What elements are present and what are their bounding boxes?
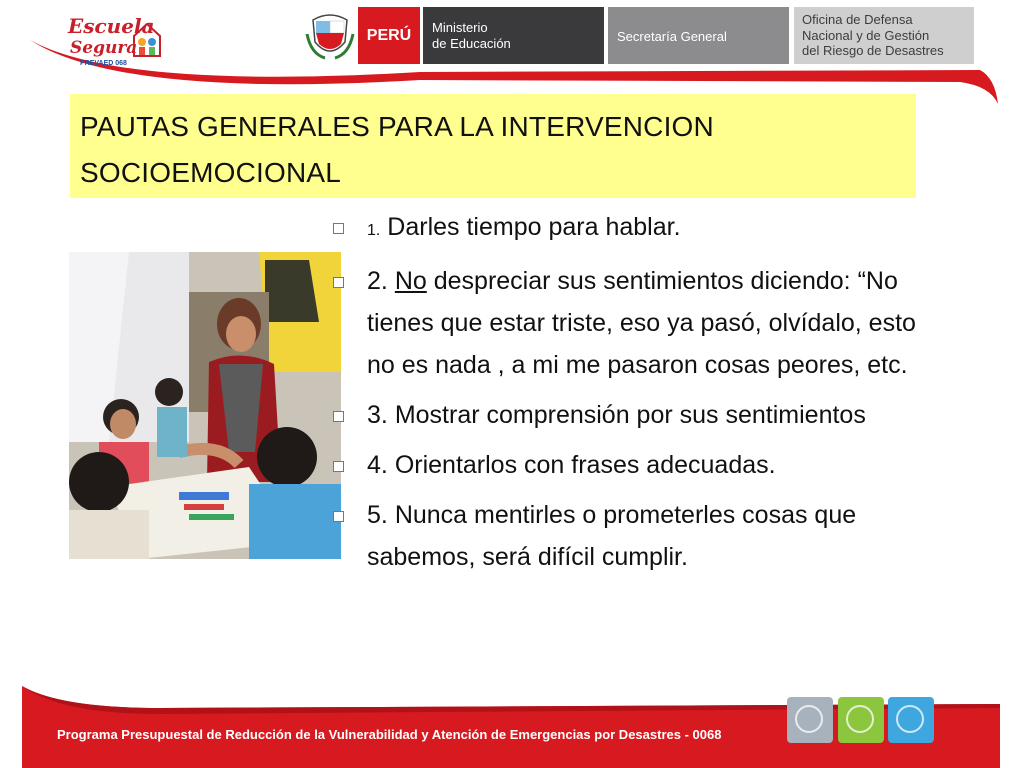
list-item	[330, 260, 950, 386]
ministerio-line1: Ministerio	[432, 20, 488, 35]
bullet-number: 5.	[367, 501, 388, 529]
oficina-line1: Oficina de Defensa	[802, 12, 913, 27]
ministerio-line2: de Educación	[432, 36, 511, 51]
slide-title	[70, 94, 916, 198]
bullet-square-icon	[333, 511, 344, 522]
bullet-text: Darles tiempo para hablar.	[387, 213, 681, 241]
bullet-underlined-word: No	[394, 267, 427, 295]
bullet-square-icon	[333, 461, 344, 472]
oficina-block	[794, 7, 974, 64]
list-item	[330, 394, 950, 436]
kids-house-icon	[130, 20, 164, 58]
secretaria-block	[608, 7, 789, 64]
bullet-number: 1.	[367, 222, 381, 239]
title-line1: PAUTAS GENERALES PARA LA INTERVENCION	[80, 111, 714, 142]
escuela-segura-logo	[60, 8, 170, 70]
bullet-list	[330, 206, 950, 586]
ministerio-block	[423, 7, 604, 64]
warning-triangle-icon	[787, 697, 833, 743]
bullet-text: Mostrar comprensión por sus sentimientos	[394, 401, 866, 429]
oficina-line3: del Riesgo de Desastres	[802, 43, 944, 58]
peru-label: PERÚ	[358, 7, 420, 64]
list-item	[330, 206, 950, 252]
logo-line3: PREVAED 068	[80, 60, 127, 67]
bullet-square-icon	[333, 223, 344, 234]
logo-line1: Escuela	[68, 14, 155, 38]
list-item	[330, 444, 950, 486]
logo-line2: Segura	[70, 38, 138, 58]
oficina-line2: Nacional y de Gestión	[802, 27, 930, 43]
list-item	[330, 494, 950, 578]
bullet-square-icon	[333, 277, 344, 288]
bullet-number: 2.	[367, 267, 388, 295]
bullet-text: Orientarlos con frases adecuadas.	[394, 451, 776, 479]
green-emblem-icon	[838, 697, 884, 743]
bullet-text: despreciar sus sentimientos diciendo: “No tienes que estar triste, eso ya pasó, olvídalo, esto no es nada , a mi me pasaron cosas peores, etc.	[367, 267, 916, 379]
bullet-square-icon	[333, 411, 344, 422]
bullet-text: Nunca mentirles o prometerles cosas que sabemos, será difícil cumplir.	[367, 501, 857, 571]
title-line2: SOCIOEMOCIONAL	[80, 157, 342, 188]
secretaria-label: Secretaría General	[617, 29, 727, 44]
peru-coat-of-arms-icon	[305, 8, 355, 64]
bullet-number: 4.	[367, 451, 388, 479]
water-drop-icon	[888, 697, 934, 743]
children-activity-photo	[69, 252, 341, 559]
footer-program-label: Programa Presupuestal de Reducción de la Vulnerabilidad y Atención de Emergencias por Desastres - 0068	[57, 727, 722, 742]
bullet-number: 3.	[367, 401, 388, 429]
